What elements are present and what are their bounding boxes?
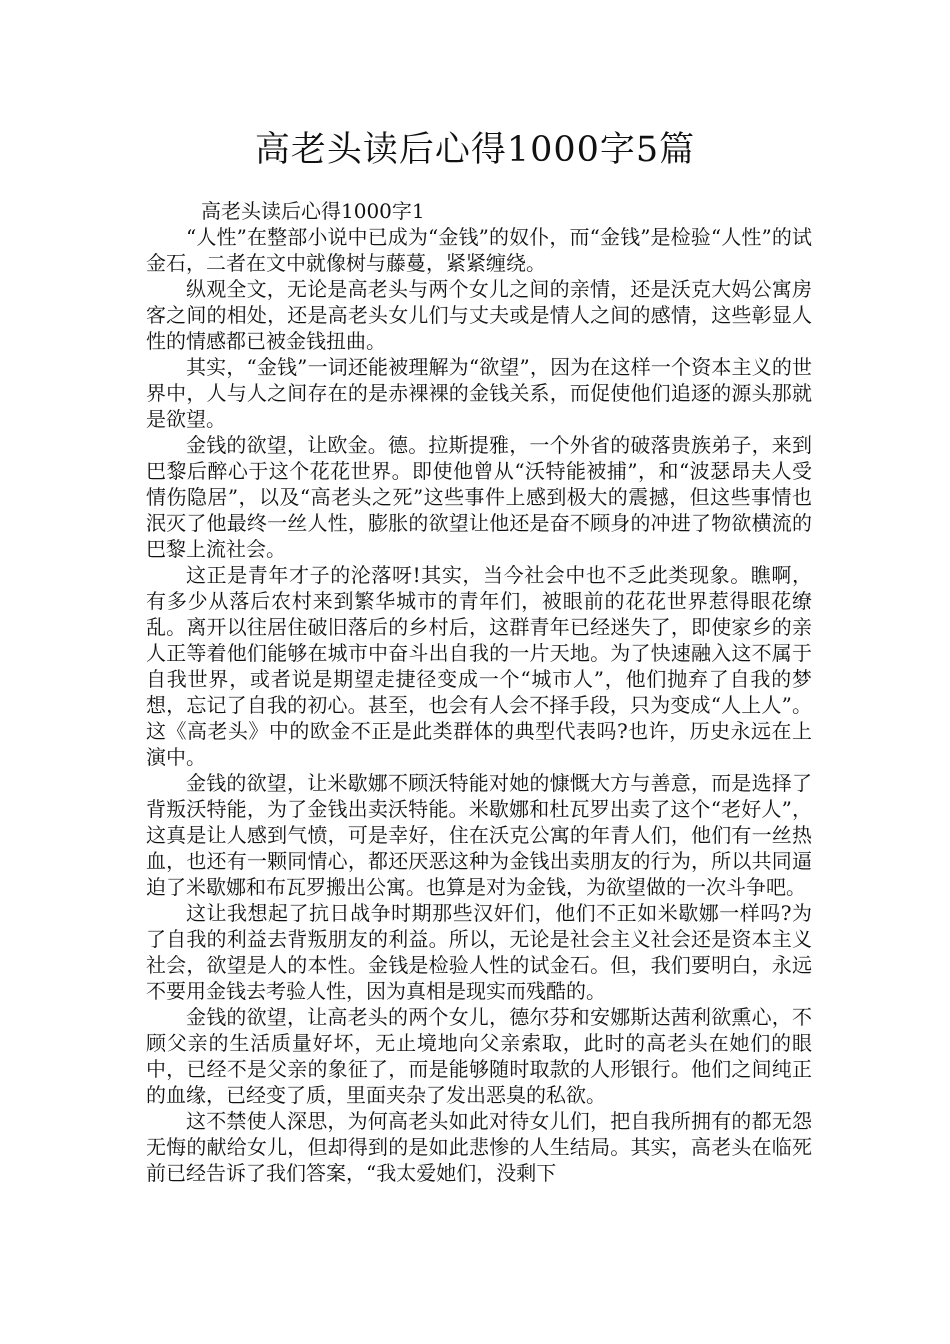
- section-heading: 高老头读后心得1000字1: [201, 199, 425, 223]
- paragraph: 这正是青年才子的沦落呀!其实，当今社会中也不乏此类现象。瞧啊，有多少从落后农村来到繁华城市的青年们，被眼前的花花世界惹得眼花缭乱。离开以往居住破旧落后的乡村后，这群青年已经迷失了，即使家乡的亲人正等着他们能够在城市中奋斗出自我的一片天地。为了快速融入这不属于自我世界，或者说是期望走捷径变成一个“城市人”，他们抛弃了自我的梦想，忘记了自我的初心。甚至，也会有人会不择手段，只为变成“人上人”。这《高老头》中的欧金不正是此类群体的典型代表吗?也许，历史永远在上演中。: [146, 563, 812, 769]
- document-body: [146, 198, 812, 1186]
- paragraph: “人性”在整部小说中已成为“金钱”的奴仆，而“金钱”是检验“人性”的试金石，二者在文中就像树与藤蔓，紧紧缠绕。: [146, 225, 812, 275]
- paragraph: 其实，“金钱”一词还能被理解为“欲望”，因为在这样一个资本主义的世界中，人与人之间存在的是赤裸裸的金钱关系，而促使他们追逐的源头那就是欲望。: [146, 355, 812, 431]
- paragraph: 金钱的欲望，让高老头的两个女儿，德尔芬和安娜斯达茜利欲熏心，不顾父亲的生活质量好坏，无止境地向父亲索取，此时的高老头在她们的眼中，已经不是父亲的象征了，而是能够随时取款的人形银行。他们之间纯正的血缘，已经变了质，里面夹杂了发出恶臭的私欲。: [146, 1005, 812, 1107]
- paragraph: 金钱的欲望，让欧金。德。拉斯提雅，一个外省的破落贵族弟子，来到巴黎后醉心于这个花花世界。即使他曾从“沃特能被捕”，和“波瑟昂夫人受情伤隐居”，以及“高老头之死”这些事件上感到极大的震撼，但这些事情也泯灭了他最终一丝人性，膨胀的欲望让他还是奋不顾身的冲进了物欲横流的巴黎上流社会。: [146, 433, 812, 561]
- paragraph: 金钱的欲望，让米歇娜不顾沃特能对她的慷慨大方与善意，而是选择了背叛沃特能，为了金钱出卖沃特能。米歇娜和杜瓦罗出卖了这个“老好人”，这真是让人感到气愤，可是幸好，住在沃克公寓的年青人们，他们有一丝热血，也还有一颗同情心，都还厌恶这种为金钱出卖朋友的行为，所以共同逼迫了米歇娜和布瓦罗搬出公寓。也算是对为金钱，为欲望做的一次斗争吧。: [146, 771, 812, 899]
- paragraph: 纵观全文，无论是高老头与两个女儿之间的亲情，还是沃克大妈公寓房客之间的相处，还是高老头女儿们与丈夫或是情人之间的感情，这些彰显人性的情感都已被金钱扭曲。: [146, 277, 812, 353]
- paragraph: 这不禁使人深思，为何高老头如此对待女儿们，把自我所拥有的都无怨无悔的献给女儿，但却得到的是如此悲惨的人生结局。其实，高老头在临死前已经告诉了我们答案，“我太爱她们，没剩下: [146, 1109, 812, 1185]
- paragraph: 这让我想起了抗日战争时期那些汉奸们，他们不正如米歇娜一样吗?为了自我的利益去背叛朋友的利益。所以，无论是社会主义社会还是资本主义社会，欲望是人的本性。金钱是检验人性的试金石。但，我们要明白，永远不要用金钱去考验人性，因为真相是现实而残酷的。: [146, 901, 812, 1003]
- document-title: 高老头读后心得1000字5篇: [254, 130, 696, 170]
